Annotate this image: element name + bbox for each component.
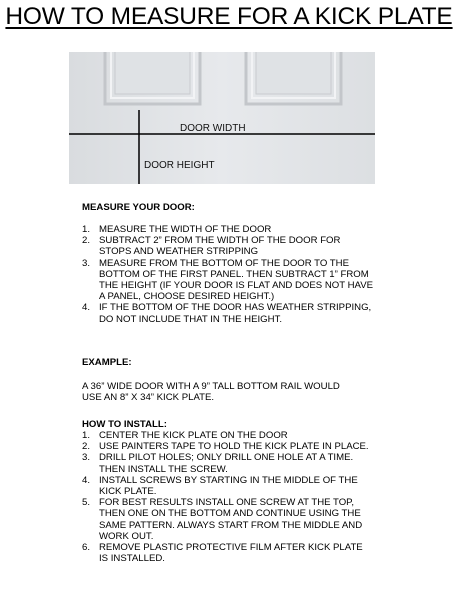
door-height-label: DOOR HEIGHT [144,160,215,171]
list-item: 5. FOR BEST RESULTS INSTALL ONE SCREW AT THE TOP, THEN ONE ON THE BOTTOM AND CONTINUE USING THE SAME PATTERN. ALWAYS START FROM THE MIDDLE AND WORK OUT. [82,497,363,542]
door-photo [69,52,375,184]
install-steps [82,430,374,564]
measure-heading: MEASURE YOUR DOOR: [82,202,195,213]
list-item: 2. SUBTRACT 2” FROM THE WIDTH OF THE DOOR FOR STOPS AND WEATHER STRIPPING [82,235,341,258]
list-item: 1. CENTER THE KICK PLATE ON THE DOOR [82,430,288,441]
install-heading: HOW TO INSTALL: [82,419,167,430]
list-item: 1. MEASURE THE WIDTH OF THE DOOR [82,224,272,235]
list-item: 4. INSTALL SCREWS BY STARTING IN THE MIDDLE OF THE KICK PLATE. [82,474,358,498]
list-item: 3. MEASURE FROM THE BOTTOM OF THE DOOR TO THE BOTTOM OF THE FIRST PANEL. THEN SUBTRACT 1” FROM THE HEIGHT (IF YOUR DOOR IS FLAT AND DOES NOT HAVE A PANEL, CHOOSE DESIRED HEIGHT.) [82,257,373,303]
list-item: 3. DRILL PILOT HOLES; ONLY DRILL ONE HOLE AT A TIME. THEN INSTALL THE SCREW. [82,452,354,475]
door-width-label: DOOR WIDTH [180,123,246,134]
page-title: HOW TO MEASURE FOR A KICK PLATE [5,3,453,30]
list-item: 4. IF THE BOTTOM OF THE DOOR HAS WEATHER STRIPPING, DO NOT INCLUDE THAT IN THE HEIGHT. [82,302,372,325]
measure-steps [82,224,374,325]
door-illustration [69,52,375,184]
list-item: 2. USE PAINTERS TAPE TO HOLD THE KICK PLATE IN PLACE. [82,441,369,453]
example-heading: EXAMPLE: [82,357,132,368]
example-text: A 36” WIDE DOOR WITH A 9” TALL BOTTOM RAIL WOULD USE AN 8” X 34” KICK PLATE. [82,381,340,404]
list-item: 6. REMOVE PLASTIC PROTECTIVE FILM AFTER KICK PLATE IS INSTALLED. [82,542,363,565]
